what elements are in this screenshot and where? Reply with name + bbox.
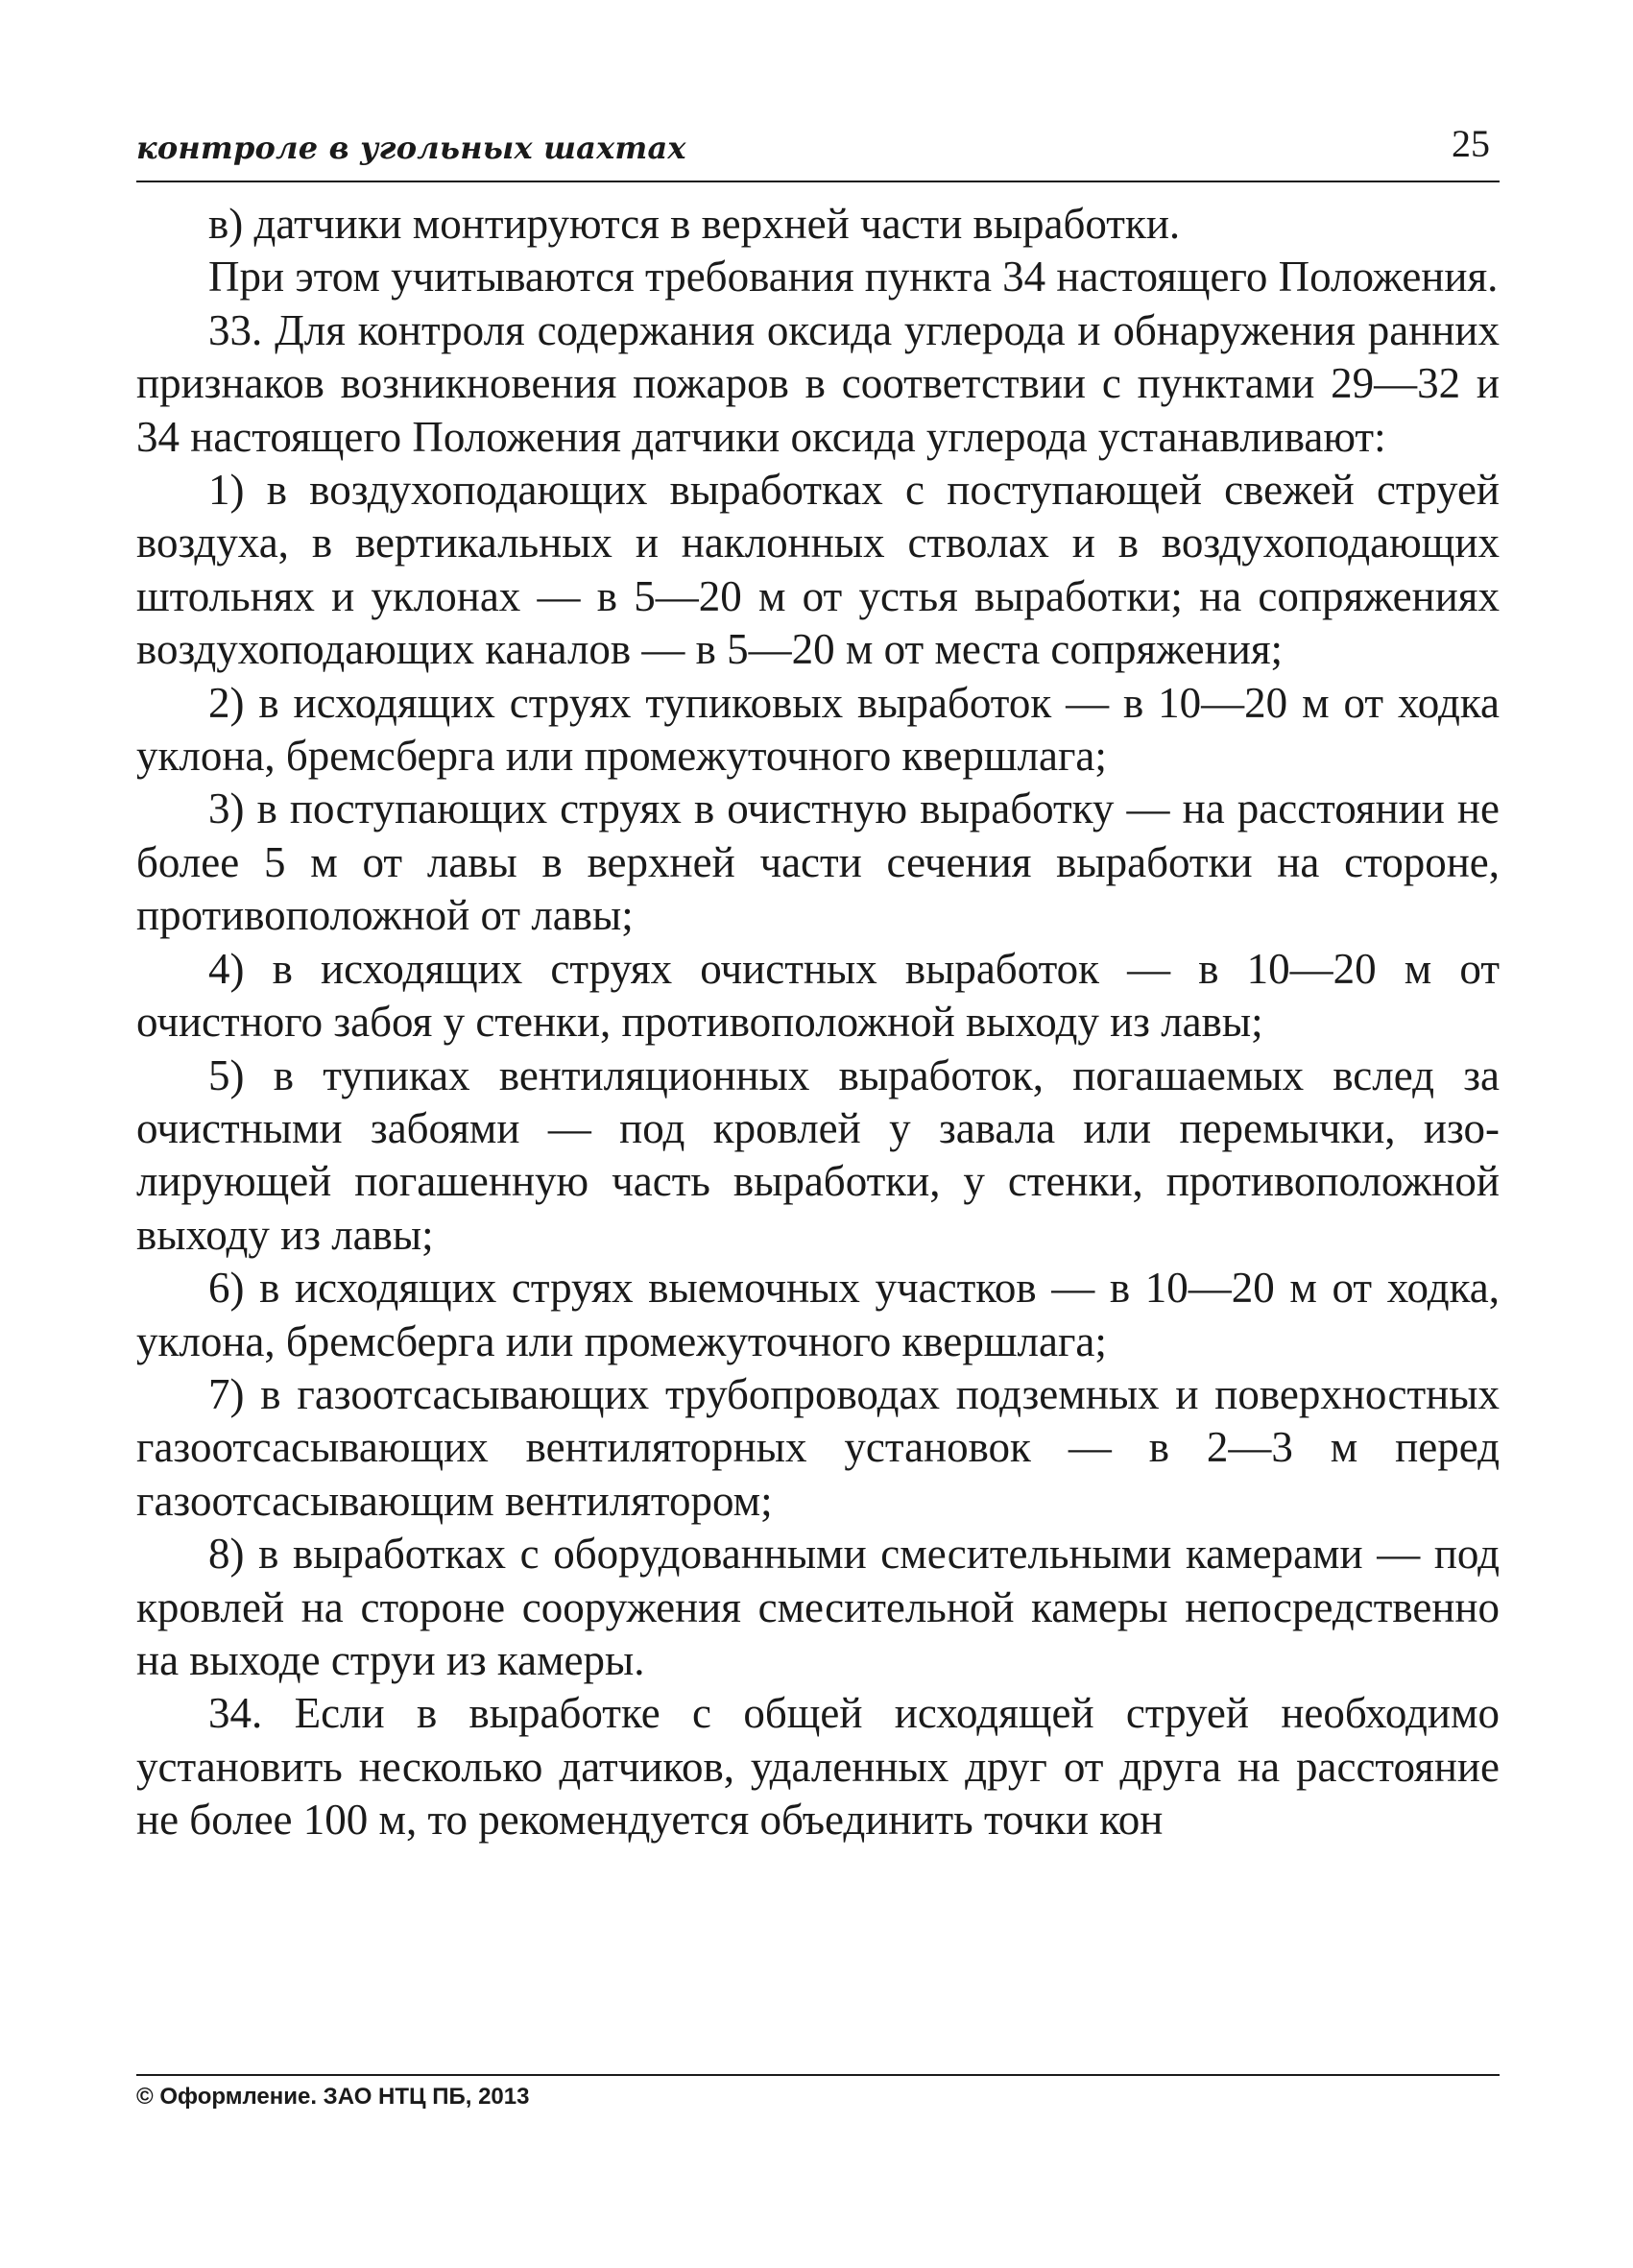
paragraph: 33. Для контроля содержания оксида углерода и обнаружения ранних признаков возникновения пожаров в соответствии с пунктами 29—32 и 34 настоящего Положения датчики оксида углерода устанавливают: xyxy=(136,305,1500,461)
footer-divider xyxy=(136,2074,1500,2076)
running-title: контроле в угольных шахтах xyxy=(136,130,686,166)
paragraph: 34. Если в выработке с общей исходящей струей необходимо установить несколько датчиков, удаленных друг от друга на расстояние не более 100 м, то рекомендуется объединить точки кон xyxy=(136,1689,1500,1845)
list-item: 2) в исходящих струях тупиковых выработок — в 10—20 м от ходка уклона, бремсберга или промежуточного квершлага; xyxy=(136,678,1500,781)
list-item: 8) в выработках с оборудованными смесительными камерами — под кровлей на стороне сооружения смесительной камеры непосредственно на выходе струи из камеры. xyxy=(136,1530,1500,1684)
header-divider xyxy=(136,181,1500,182)
list-item: 6) в исходящих струях выемочных участков — в 10—20 м от ходка, уклона, бремсберга или промежуточного квершлага; xyxy=(136,1264,1500,1365)
list-item: 5) в тупиках вентиляционных выработок, погашаемых вслед за очистными забоями — под кровлей у завала или перемычки, изолирующей погашенную часть выработки, у стенки, противоположной выходу из лавы; xyxy=(136,1050,1500,1259)
footer-copyright: © Оформление. ЗАО НТЦ ПБ, 2013 xyxy=(136,2084,530,2110)
list-item: 3) в поступающих струях в очистную выработку — на расстоянии не более 5 м от лавы в верхней части сечения выработки на стороне, противоположной от лавы; xyxy=(136,784,1500,940)
body-text xyxy=(136,198,1500,1847)
list-item: 7) в газоотсасывающих трубопроводах подземных и поверхностных газоотсасывающих вентиляторных установок — в 2—3 м перед газоотсасывающим вентилятором; xyxy=(136,1369,1500,1525)
paragraph: При этом учитываются требования пункта 34 настоящего Положения. xyxy=(208,253,1499,302)
paragraph: в) датчики монтируются в верхней части выработки. xyxy=(208,200,1181,248)
page-number: 25 xyxy=(1452,122,1490,165)
list-item: 4) в исходящих струях очистных выработок — в 10—20 м от очистного забоя у стенки, противоположной выходу из лавы; xyxy=(136,944,1500,1047)
list-item: 1) в воздухоподающих выработках с поступающей свежей струей воздуха, в вертикальных и наклонных стволах и в воздухоподающих штольнях и уклонах — в 5—20 м от устья выработки; на сопряжениях воздухоподающих каналов — в 5—20 м от места сопряжения; xyxy=(136,466,1500,674)
running-header xyxy=(136,122,1500,179)
